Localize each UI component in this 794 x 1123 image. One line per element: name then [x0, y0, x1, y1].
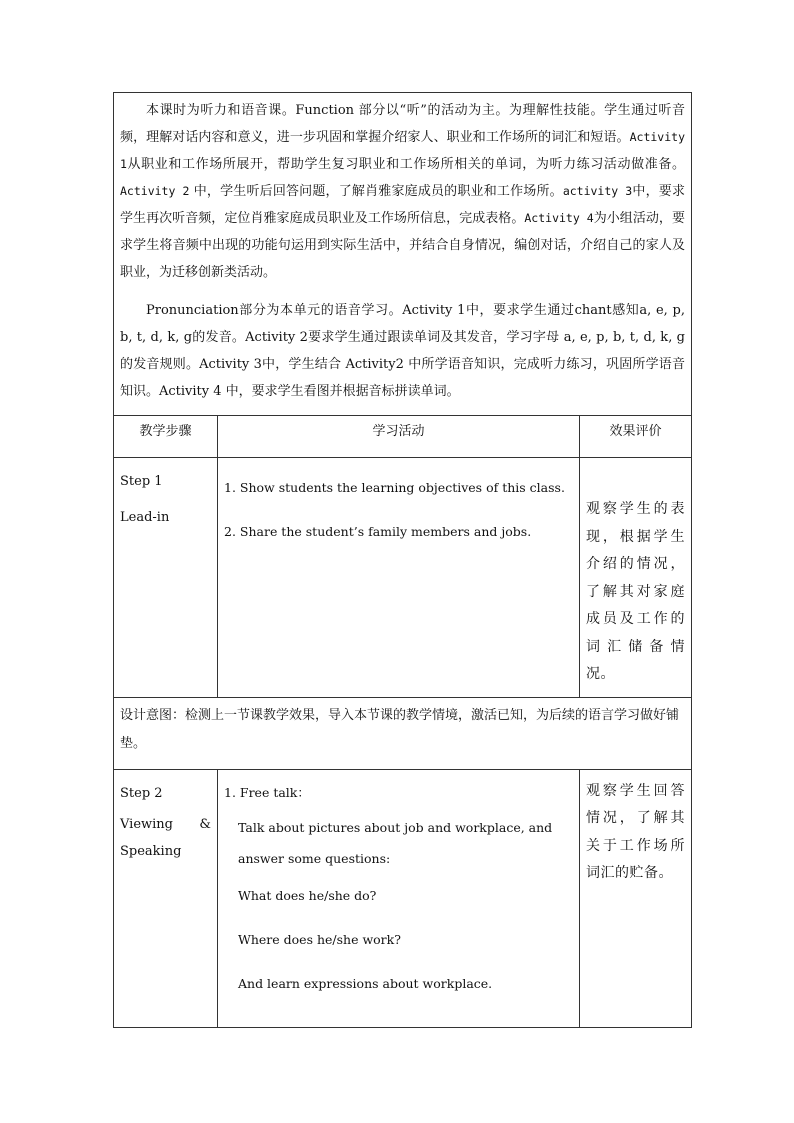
header-learning-activities: 学习活动	[218, 416, 580, 458]
step1-activity-1: 1. Show students the learning objectives of this class.	[224, 480, 565, 495]
step2-number: Step 2	[120, 785, 163, 801]
intro-cell	[114, 93, 692, 416]
step1-number: Step 1	[120, 474, 163, 489]
lesson-plan-page	[113, 92, 691, 1028]
table-header-row	[114, 416, 692, 458]
step1-activity-2: 2. Share the student’s family members and jobs.	[224, 524, 532, 539]
step2-activity-3: What does he/she do?	[238, 887, 377, 903]
step2-activity-2: Talk about pictures about job and workplace, and answer some questions:	[238, 819, 553, 866]
design-intent-cell	[114, 697, 692, 769]
step1-evaluation-cell	[580, 458, 692, 698]
header-teaching-steps: 教学步骤	[114, 416, 218, 458]
step2-activity-1: 1. Free talk：	[224, 784, 310, 800]
step2-name-amp: &	[199, 816, 211, 832]
step2-activity-4: Where does he/she work?	[238, 931, 401, 947]
step1-label-cell	[114, 458, 218, 698]
step1-activities-cell	[218, 458, 580, 698]
step2-label-cell	[114, 769, 218, 1027]
intro-paragraph-1: 本课时为听力和语音课。Function 部分以“听”的活动为主。为理解性技能。学生通过听音频，理解对话内容和意义，进一步巩固和掌握介绍家人、职业和工作场所的词汇和短语。Activity 1从职业和工作场所展开，帮助学生复习职业和工作场所相关的单词，为听力练习活动做准备。Activity 2 中，学生听后回答问题，了解肖雅家庭成员的职业和工作场所。activity 3中，要求学生再次听音频，定位肖雅家庭成员职业及工作场所信息，完成表格。Activity 4为小组活动，要求学生将音频中出现的功能句运用到实际生活中，并结合自身情况，编创对话，介绍自己的家人及职业，为迁移创新类活动。	[120, 103, 685, 280]
step2-name-viewing: Viewing	[120, 816, 173, 832]
step1-evaluation: 观察学生的表现，根据学生介绍的情况，了解其对家庭成员及工作的词汇储备情况。	[586, 501, 685, 682]
step2-activities-cell	[218, 769, 580, 1027]
step2-evaluation-cell	[580, 769, 692, 1027]
lesson-plan-table	[113, 92, 692, 1028]
step1-name: Lead-in	[120, 510, 170, 525]
header-evaluation: 效果评价	[580, 416, 692, 458]
step2-row	[114, 769, 692, 1027]
step2-name-speaking: Speaking	[120, 843, 182, 859]
design-intent-text: 设计意图：检测上一节课教学效果，导入本节课的教学情境，激活已知，为后续的语言学习做好铺垫。	[120, 707, 680, 751]
step1-row	[114, 458, 692, 698]
step2-activity-5: And learn expressions about workplace.	[238, 975, 493, 991]
step2-name-line	[120, 812, 211, 838]
step2-evaluation: 观察学生回答情况，了解其关于工作场所词汇的贮备。	[586, 782, 685, 881]
intro-paragraph-2: Pronunciation部分为本单元的语音学习。Activity 1中，要求学生通过chant感知a, e, p, b, t, d, k, g的发音。Activity 2要求学生通过跟读单词及其发音，学习字母 a, e, p, b, t, d, k, g 的发音规则。Activity 3中，学生结合 Activity2 中所学语音知识，完成听力练习，巩固所学语音知识。Activity 4 中，要求学生看图并根据音标拼读单词。	[120, 303, 685, 399]
